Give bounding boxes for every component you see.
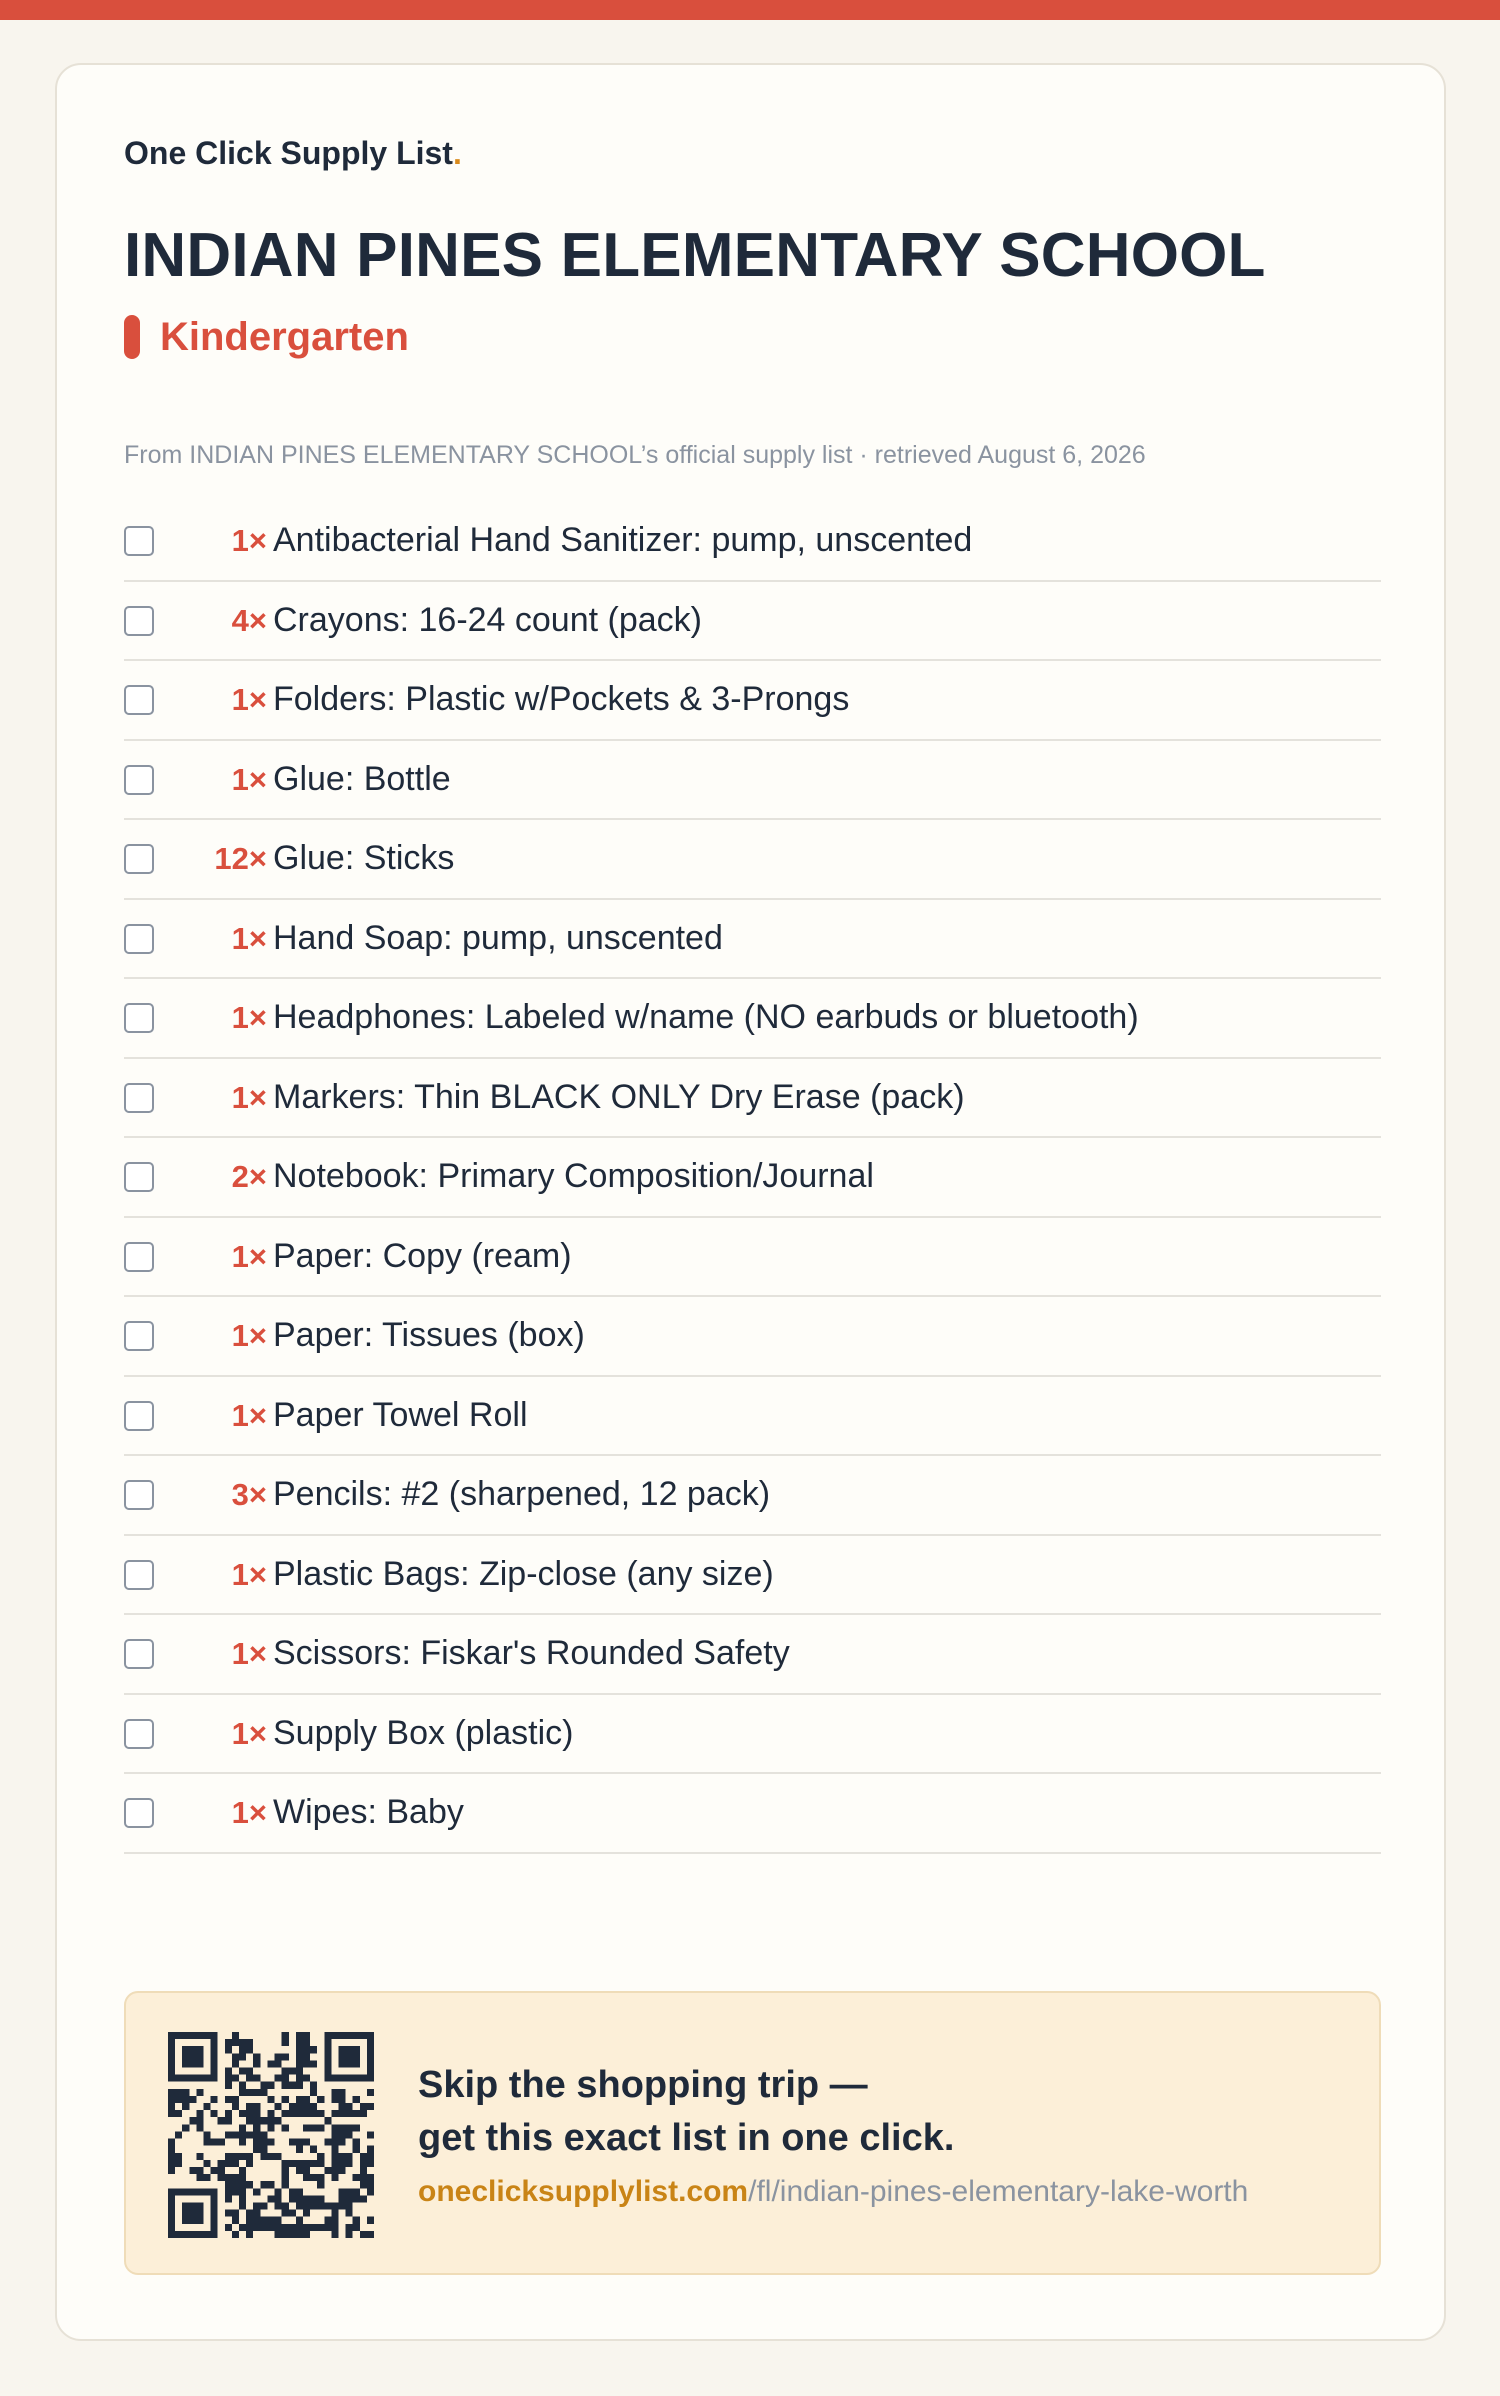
item-name: Glue: Sticks: [273, 839, 455, 877]
item-name: Folders: Plastic w/Pockets & 3-Prongs: [273, 680, 850, 718]
item-checkbox[interactable]: [124, 1480, 154, 1510]
list-item: [124, 1536, 1381, 1616]
item-checkbox[interactable]: [124, 924, 154, 954]
item-quantity: 1×: [231, 1079, 267, 1115]
brand-name: One Click Supply List: [124, 135, 453, 171]
brand-dot: .: [452, 135, 462, 171]
item-quantity: 1×: [231, 761, 267, 797]
grade-accent-marker: [124, 315, 140, 359]
item-checkbox[interactable]: [124, 685, 154, 715]
item-name: Glue: Bottle: [273, 759, 451, 798]
item-checkbox[interactable]: [124, 1401, 154, 1431]
item-quantity: 1×: [231, 1000, 267, 1035]
item-quantity: 1×: [231, 1636, 267, 1671]
item-name: Notebook: Primary Composition/Journal: [273, 1157, 874, 1195]
list-item: [124, 1774, 1381, 1854]
item-quantity: 3×: [231, 1477, 267, 1512]
grade-label: Kindergarten: [160, 314, 409, 359]
promo-box: [124, 1991, 1381, 2275]
list-item: [124, 582, 1381, 662]
list-item: [124, 502, 1381, 582]
item-quantity: 4×: [231, 602, 267, 638]
item-name: Supply Box (plastic): [273, 1713, 574, 1752]
item-checkbox[interactable]: [124, 1083, 154, 1113]
item-name: Paper Towel Roll: [273, 1395, 528, 1434]
list-item: [124, 820, 1381, 900]
item-checkbox[interactable]: [124, 1639, 154, 1669]
item-name: Wipes: Baby: [273, 1793, 464, 1831]
item-checkbox[interactable]: [124, 1242, 154, 1272]
item-name: Headphones: Labeled w/name (NO earbuds or bluetooth): [273, 998, 1139, 1036]
list-item: [124, 1377, 1381, 1457]
list-item: [124, 1615, 1381, 1695]
promo-link[interactable]: [418, 2175, 1248, 2209]
promo-headline-line-2: get this exact list in one click.: [418, 2117, 955, 2159]
list-item: [124, 1695, 1381, 1775]
item-quantity: 1×: [231, 1238, 267, 1274]
item-checkbox[interactable]: [124, 1003, 154, 1033]
item-name: Pencils: #2 (sharpened, 12 pack): [273, 1475, 771, 1513]
promo-headline-line-1: Skip the shopping trip —: [418, 2064, 868, 2106]
promo-text: [418, 2059, 1248, 2209]
item-name: Plastic Bags: Zip-close (any size): [273, 1554, 774, 1593]
item-checkbox[interactable]: [124, 1560, 154, 1590]
item-quantity: 2×: [231, 1159, 267, 1194]
list-item: [124, 1218, 1381, 1298]
item-checkbox[interactable]: [124, 1162, 154, 1192]
qr-code-icon[interactable]: [168, 2032, 374, 2238]
promo-link-host[interactable]: oneclicksupplylist.com: [418, 2175, 749, 2208]
item-checkbox[interactable]: [124, 1719, 154, 1749]
item-name: Antibacterial Hand Sanitizer: pump, unscented: [273, 521, 973, 559]
item-checkbox[interactable]: [124, 606, 154, 636]
item-quantity: 12×: [214, 841, 267, 876]
item-name: Markers: Thin BLACK ONLY Dry Erase (pack): [273, 1077, 965, 1116]
item-name: Crayons: 16-24 count (pack): [273, 600, 702, 639]
top-accent-bar: [0, 0, 1500, 20]
list-item: [124, 979, 1381, 1059]
item-checkbox[interactable]: [124, 1321, 154, 1351]
list-item: [124, 741, 1381, 821]
item-quantity: 1×: [231, 523, 267, 558]
item-quantity: 1×: [231, 682, 267, 717]
grade-heading: [124, 311, 409, 363]
item-name: Scissors: Fiskar's Rounded Safety: [273, 1634, 790, 1672]
item-quantity: 1×: [231, 920, 267, 956]
supply-items-list: [124, 502, 1381, 1854]
item-name: Paper: Copy (ream): [273, 1236, 572, 1275]
list-item: [124, 1297, 1381, 1377]
item-quantity: 1×: [231, 1715, 267, 1751]
item-checkbox[interactable]: [124, 526, 154, 556]
item-checkbox[interactable]: [124, 844, 154, 874]
list-item: [124, 1456, 1381, 1536]
item-checkbox[interactable]: [124, 765, 154, 795]
list-item: [124, 661, 1381, 741]
source-note: From INDIAN PINES ELEMENTARY SCHOOL’s official supply list · retrieved August 6, 2026: [124, 441, 1146, 469]
item-quantity: 1×: [231, 1556, 267, 1592]
list-item: [124, 1138, 1381, 1218]
item-quantity: 1×: [231, 1795, 267, 1830]
item-name: Hand Soap: pump, unscented: [273, 918, 723, 957]
item-quantity: 1×: [231, 1318, 267, 1353]
item-quantity: 1×: [231, 1397, 267, 1433]
brand-logo: [124, 135, 462, 172]
item-name: Paper: Tissues (box): [273, 1316, 585, 1354]
list-item: [124, 1059, 1381, 1139]
supply-list-card: [55, 63, 1446, 2341]
item-checkbox[interactable]: [124, 1798, 154, 1828]
promo-link-path[interactable]: /fl/indian-pines-elementary-lake-worth: [748, 2175, 1249, 2208]
school-title: INDIAN PINES ELEMENTARY SCHOOL: [124, 221, 1266, 290]
list-item: [124, 900, 1381, 980]
